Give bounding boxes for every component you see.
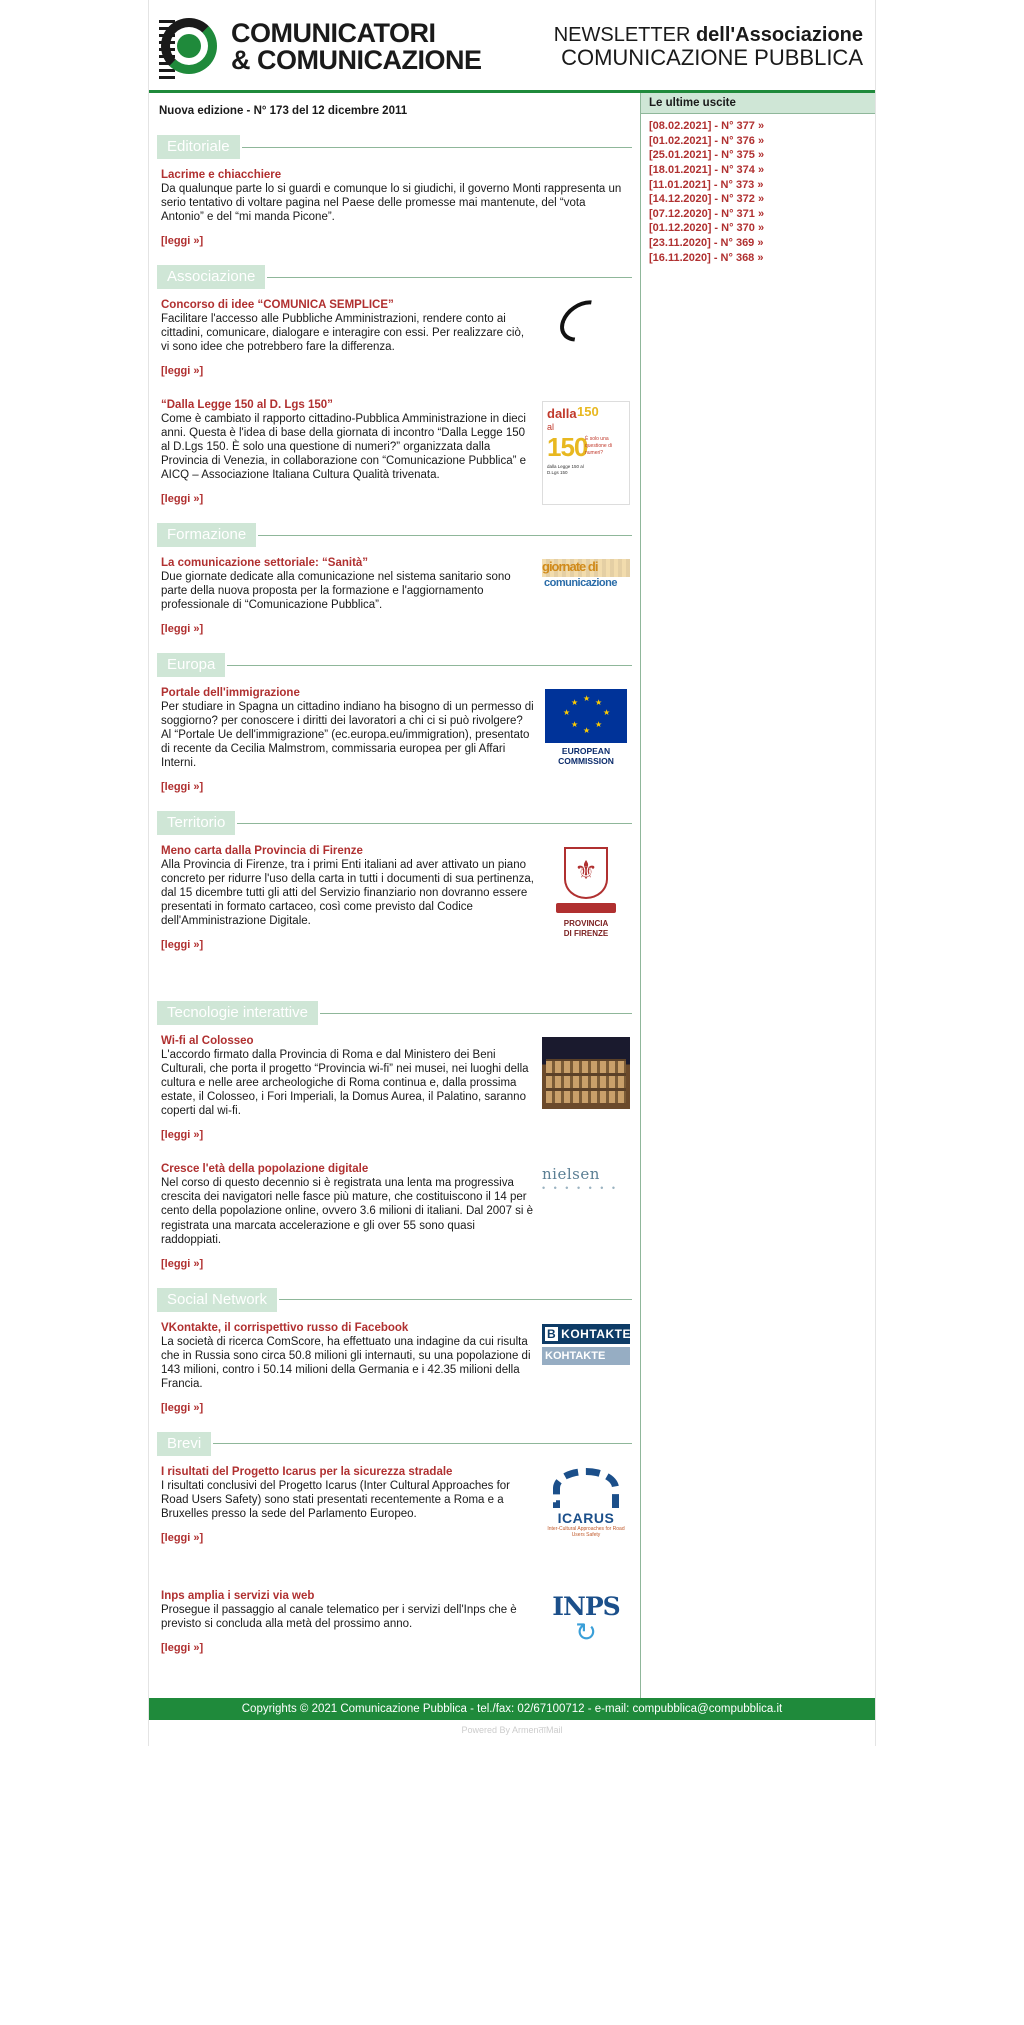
article-title: I risultati del Progetto Icarus per la sicurezza stradale (161, 1465, 453, 1478)
poster-150-big: 150 (547, 432, 588, 463)
footer-powered-by: Powered By ArmenताMail (149, 1720, 875, 1746)
newsletter-container (148, 0, 876, 1746)
sidebar-issue-link[interactable]: [25.01.2021] - N° 375 » (649, 149, 765, 162)
section-rule (258, 535, 632, 536)
nielsen-logo-icon (542, 1165, 630, 1199)
nielsen-dots: • • • • • • • (542, 1183, 619, 1194)
article-body: Alla Provincia di Firenze, tra i primi Enti italiani ad aver attivato un piano concreto per ridurre l'uso della carta in tutti i documenti di sua pertinenza, dal 15 dicembre tutti gli atti del Servizio finanziario non dovranno essere presentati in formato cartaceo, così come previsto dal Codice dell'Amministrazione Digitale. (161, 859, 534, 928)
article-thumbnail (542, 399, 630, 507)
read-more-link[interactable]: [leggi »] (161, 1531, 204, 1544)
section-rule (227, 665, 632, 666)
article-title: La comunicazione settoriale: “Sanità” (161, 557, 369, 570)
sidebar (641, 93, 875, 1698)
read-more-link[interactable]: [leggi »] (161, 493, 204, 506)
vk-letter: B (547, 1326, 557, 1341)
section-tag: Editoriale (157, 135, 240, 159)
inps-logo-icon: INPS ↻ (542, 1592, 630, 1672)
sidebar-issue-link[interactable]: [08.02.2021] - N° 377 » (649, 120, 765, 132)
article-title: Wi-fi al Colosseo (161, 1035, 254, 1048)
section-header-associazione (157, 265, 632, 289)
article (157, 557, 632, 637)
read-more-link[interactable]: [leggi »] (161, 1129, 204, 1142)
section-tag: Formazione (157, 523, 256, 547)
footer-copyright[interactable]: Copyrights © 2021 Comunicazione Pubblica - tel./fax: 02/67100712 - e-mail: compubblica@compubblica.it (241, 1702, 783, 1715)
article-title: “Dalla Legge 150 al D. Lgs 150” (161, 399, 333, 412)
sidebar-issue-link[interactable]: [11.01.2021] - N° 373 » (649, 178, 764, 191)
sidebar-issue-link[interactable]: [23.11.2020] - N° 369 » (649, 237, 764, 249)
thumb-line-2: comunicazione (544, 577, 617, 590)
article-title: Meno carta dalla Provincia di Firenze (161, 845, 363, 858)
article-body: La società di ricerca ComScore, ha effettuato una indagine da cui risulta che in Russia sono circa 50.8 milioni gli internauti, su una popolazione di 143 milioni, contro i 50.14 milioni della Germania e i 42.35 milioni della Francia. (161, 1335, 531, 1390)
article-body: Facilitare l'accesso alle Pubbliche Amministrazioni, rendere conto ai cittadini, comunicare, dialogare e interagire con essi. Per realizzare ciò, vi sono idee che potrebbero fare la differenza. (161, 313, 525, 354)
article (157, 1466, 632, 1558)
article-title: VKontakte, il corrispettivo russo di Facebook (161, 1321, 409, 1334)
article-thumbnail (542, 299, 630, 379)
article-title: Portale dell'immigrazione (161, 687, 300, 700)
article-thumbnail (542, 1163, 630, 1271)
vkontakte-logo-icon (542, 1324, 630, 1370)
article-thumbnail (542, 557, 630, 637)
logo-line-1: COMUNICATORI (231, 18, 436, 48)
sidebar-issue-link[interactable]: [16.11.2020] - N° 368 » (649, 251, 764, 264)
article (157, 845, 632, 953)
main-column (149, 93, 641, 1698)
section-tag: Territorio (157, 811, 235, 835)
article-body: Come è cambiato il rapporto cittadino-Pubblica Amministrazione in dieci anni. Questa è l'idea di base della giornata di incontro “Dalla Legge 150 al D.Lgs 150. È solo una questione di numeri?” organizzata dalla Provincia di Venezia, in collaborazione con “Comunicazione Pubblica” e AICQ – Associazione Italiana Cultura Qualità trivenata. (161, 413, 527, 482)
article-thumbnail (542, 687, 630, 795)
sidebar-issue-link[interactable]: [01.12.2020] - N° 370 » (649, 222, 765, 235)
article-thumbnail (542, 1466, 630, 1558)
icarus-name: ICARUS (557, 1509, 615, 1526)
vk-text: KOHTAKTE (561, 1326, 631, 1341)
masthead-subtitle (554, 25, 867, 69)
section-rule (320, 1013, 632, 1014)
article-body: L'accordo firmato dalla Provincia di Roma e dal Ministero dei Beni Culturali, che porta il progetto “Provincia wi-fi” nei musei, nei luoghi della cultura e nelle aree archeologiche di Roma continua e, dalla prossima estate, il Colosseo, i Fori Imperiali, la Domus Aurea, il Palatino, saranno coperti dal wi-fi. (161, 1049, 529, 1118)
european-commission-flag-icon: ★ ★ ★ ★ ★ ★ ★ ★ EUROPEAN COMMISSION (545, 689, 627, 769)
body-wrapper (149, 93, 875, 1698)
article-title: Lacrime e chiacchiere (161, 169, 282, 181)
article-thumbnail (542, 1590, 630, 1672)
section-tag: Social Network (157, 1288, 277, 1312)
article-thumbnail (542, 1035, 630, 1143)
article (157, 1590, 632, 1672)
poster-al-text: al (547, 422, 555, 433)
sidebar-issue-link[interactable]: [07.12.2020] - N° 371 » (649, 207, 765, 220)
vk-text-shadow: KOHTAKTE (545, 1349, 606, 1362)
masthead-association-word: dell'Associazione (695, 23, 863, 46)
section-header-formazione (157, 523, 632, 547)
article (157, 687, 632, 795)
logo-wordmark (231, 20, 482, 74)
read-more-link[interactable]: [leggi »] (161, 1401, 204, 1414)
comunicazione-pubblica-logo-icon (550, 301, 622, 357)
section-header-editoriale (157, 135, 632, 159)
article-body: Due giornate dedicate alla comunicazione nel sistema sanitario sono parte della nuova proposta per la formazione e l'aggiornamento professionale di “Comunicazione Pubblica”. (161, 571, 511, 612)
section-rule (237, 823, 632, 824)
article (157, 299, 632, 379)
article (157, 169, 632, 249)
sidebar-issue-link[interactable]: [01.02.2021] - N° 376 » (649, 134, 765, 147)
read-more-link[interactable]: [leggi »] (161, 1641, 204, 1654)
masthead (149, 0, 875, 93)
sidebar-issue-list (641, 114, 875, 271)
section-header-territorio (157, 811, 632, 835)
section-rule (213, 1443, 632, 1444)
poster-right-note: È solo una questione di numeri? (585, 436, 612, 457)
edition-line: Nuova edizione - N° 173 del 12 dicembre 2011 (159, 105, 408, 117)
logo-icon (157, 14, 223, 80)
sidebar-issue-link[interactable]: [18.01.2021] - N° 374 » (649, 163, 765, 176)
article (157, 399, 632, 507)
masthead-newsletter-word: NEWSLETTER (553, 23, 696, 46)
thumb-line-1: giornate di (542, 559, 598, 575)
article-title: Cresce l'età della popolazione digitale (161, 1163, 369, 1176)
article-body: Da qualunque parte lo si guardi e comunque lo si giudichi, il governo Monti rappresenta un serio tentativo di voltare pagina nel Paese delle promesse mai mantenute, del “vota Antonio” e del “mi manda Picone”. (161, 183, 622, 224)
poster-dalla-text: dalla (547, 406, 577, 422)
read-more-link[interactable]: [leggi »] (161, 365, 204, 378)
article-body: Prosegue il passaggio al canale telematico per i servizi dell'Inps che è previsto si concluda alla metà del prossimo anno. (161, 1603, 517, 1630)
read-more-link[interactable]: [leggi »] (161, 623, 204, 636)
poster-150-small: 150 (577, 404, 599, 420)
section-rule (267, 277, 632, 278)
section-rule (279, 1299, 632, 1300)
section-header-brevi (157, 1432, 632, 1456)
read-more-link[interactable]: [leggi »] (161, 235, 204, 248)
article-body: Per studiare in Spagna un cittadino indiano ha bisogno di un permesso di soggiorno? per conoscere i diritti dei lavoratori a chi ci si può rivolgere? Al “Portale Ue dell'immigrazione” (ec.europa.eu/immigration), presentato di recente da Cecilia Malmstrom, commissaria europea per gli Affari Interni. (161, 701, 534, 770)
article (157, 1322, 632, 1416)
firenze-caption-2: DI FIRENZE (563, 928, 609, 938)
giornate-comunicazione-logo-icon (542, 559, 630, 603)
read-more-link[interactable]: [leggi »] (161, 1257, 204, 1270)
article (157, 1035, 632, 1143)
icarus-logo-icon (542, 1468, 630, 1558)
poster-left-note: dalla Legge 150 al D.Lgs 150 (547, 464, 584, 476)
section-tag: Brevi (157, 1432, 211, 1456)
sidebar-title: Le ultime uscite (641, 93, 875, 114)
footer-bar (149, 1698, 875, 1720)
sidebar-issue-link[interactable]: [14.12.2020] - N° 372 » (649, 193, 765, 206)
article-title: Concorso di idee “COMUNICA SEMPLICE” (161, 299, 394, 312)
article-title: Inps amplia i servizi via web (161, 1589, 315, 1602)
nielsen-name: nielsen (542, 1165, 600, 1184)
provincia-di-firenze-crest-icon: ⚜ PROVINCIA DI FIRENZE (548, 847, 624, 951)
firenze-caption-1: PROVINCIA (563, 919, 609, 929)
section-header-tecnologie (157, 1001, 632, 1025)
section-tag: Europa (157, 653, 225, 677)
eu-caption: EUROPEAN COMMISSION (558, 746, 614, 766)
logo-line-2: & COMUNICAZIONE (231, 45, 482, 75)
colosseum-photo-icon (542, 1037, 630, 1109)
read-more-link[interactable]: [leggi »] (161, 781, 204, 794)
section-header-social (157, 1288, 632, 1312)
masthead-org-name: COMUNICAZIONE PUBBLICA (561, 44, 863, 70)
dalla-150-poster-icon (542, 401, 630, 505)
article (157, 1163, 632, 1271)
section-rule (242, 147, 632, 148)
article-thumbnail (542, 1322, 630, 1416)
inps-name: INPS (552, 1591, 620, 1621)
article-body: Nel corso di questo decennio si è registrata una lenta ma progressiva crescita dei navigatori nelle fasce più mature, che costituiscono il 14 per cento della popolazione online, ovvero 3.6 milioni di italiani. Dal 2007 si è registrata una marcata accelerazione e gli over 55 sono quasi raddoppiati. (161, 1177, 534, 1246)
article-body: I risultati conclusivi del Progetto Icarus (Inter Cultural Approaches for Road Users Safety) sono stati presentati recentemente a Roma e a Bruxelles presso la sede del Parlamento Europeo. (161, 1479, 510, 1520)
article-thumbnail (542, 845, 630, 953)
section-tag: Tecnologie interattive (157, 1001, 318, 1025)
section-header-europa (157, 653, 632, 677)
read-more-link[interactable]: [leggi »] (161, 939, 204, 952)
icarus-tagline: Inter-Cultural Approaches for Road Users Safety (547, 1525, 625, 1539)
section-tag: Associazione (157, 265, 265, 289)
